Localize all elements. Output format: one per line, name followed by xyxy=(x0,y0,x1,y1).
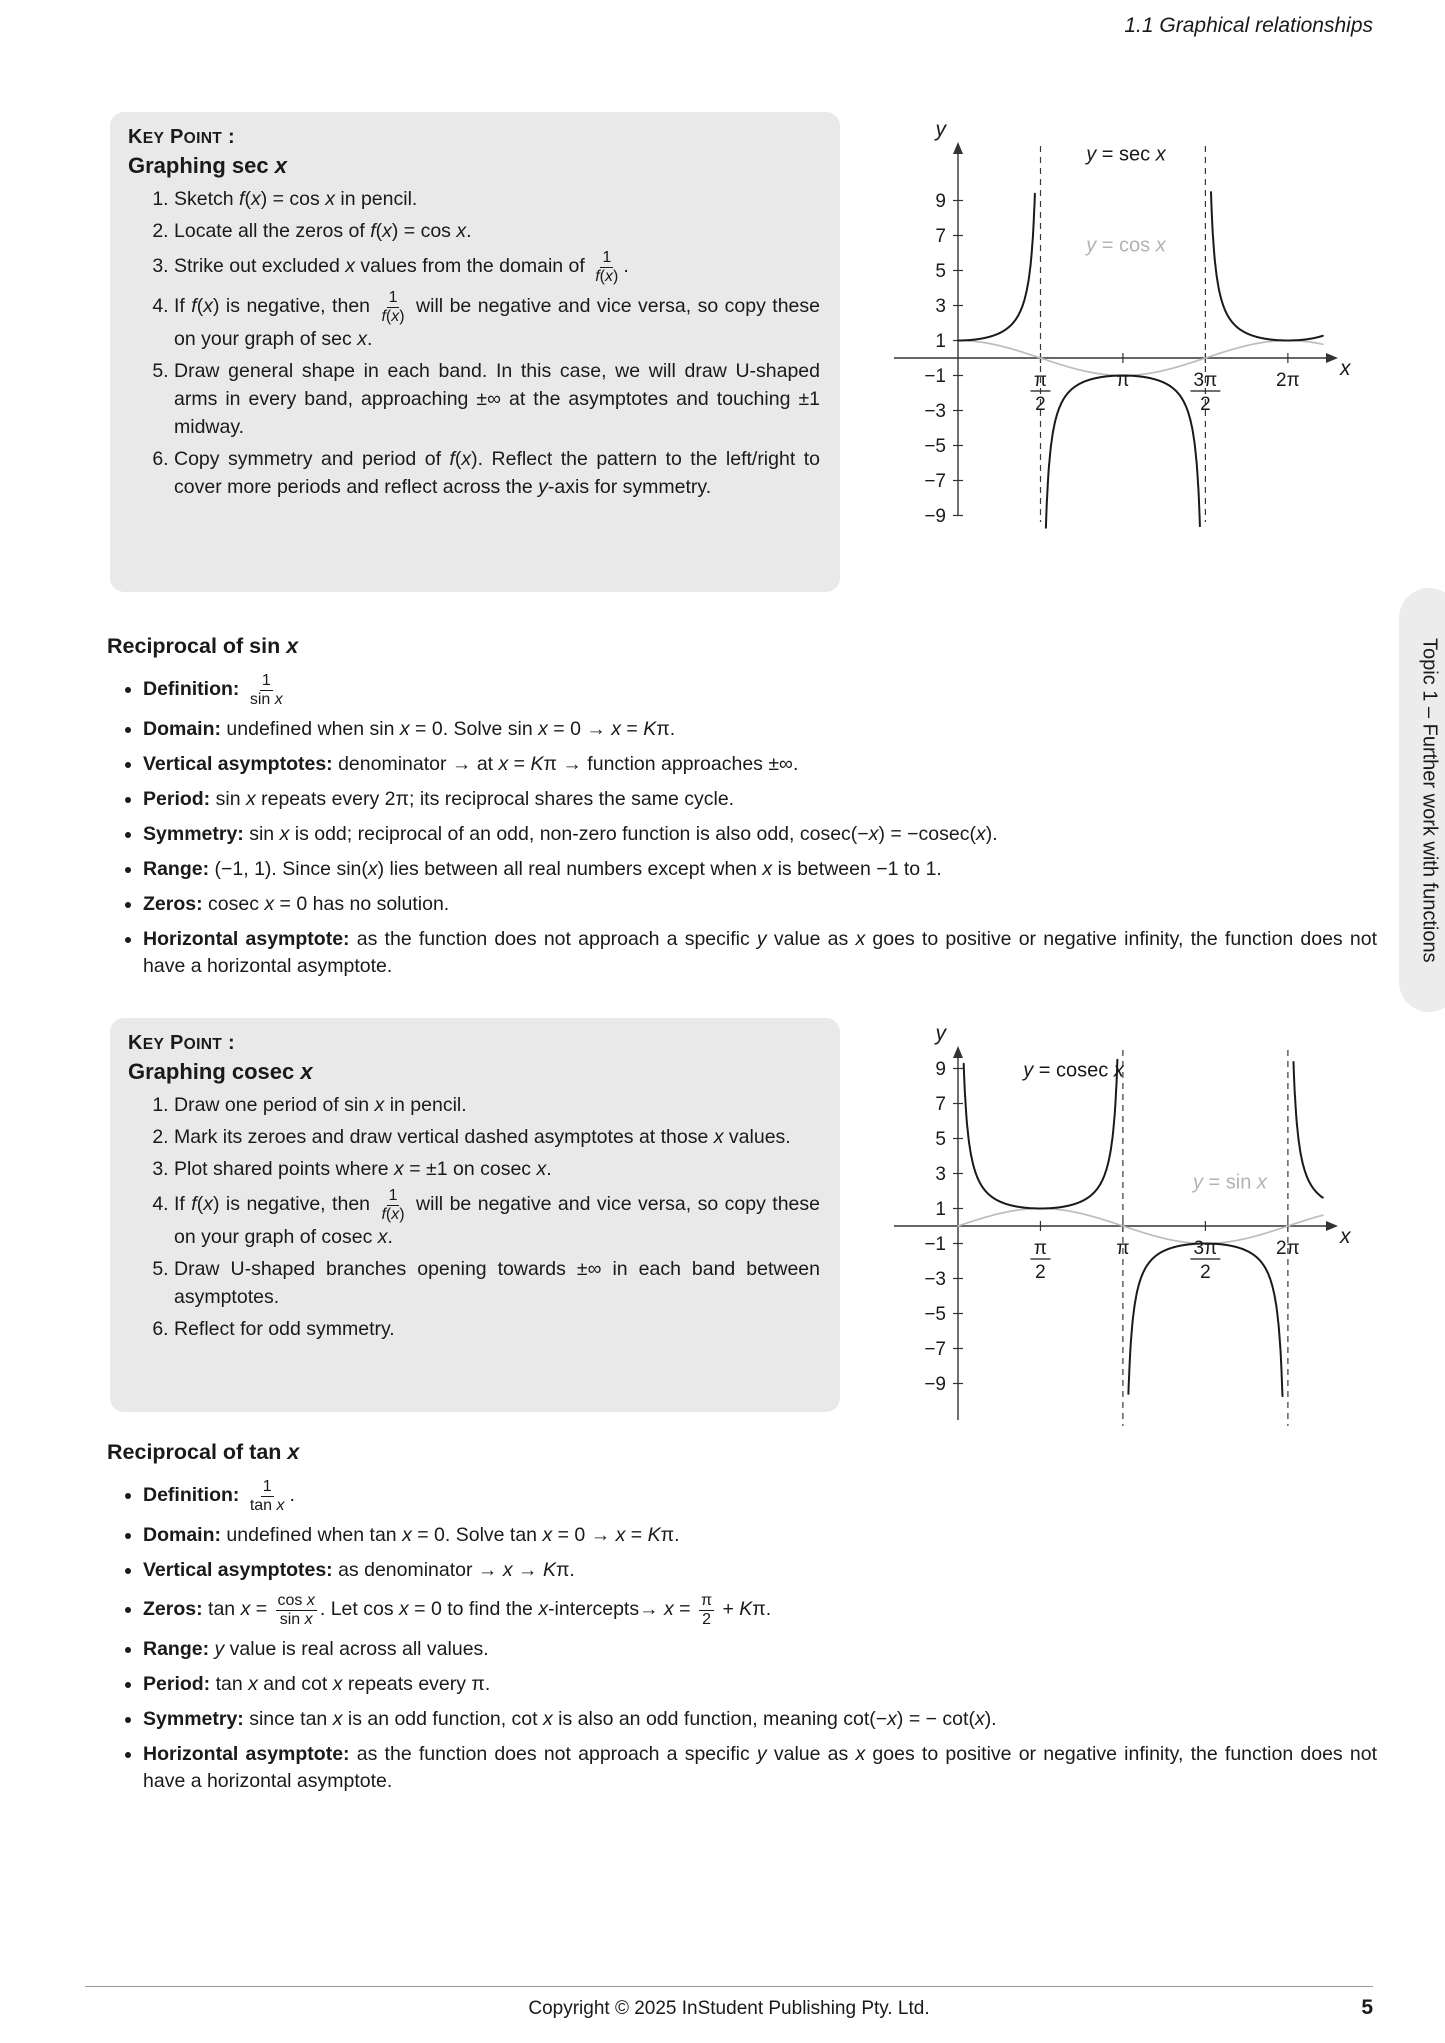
y-tick-label: 1 xyxy=(935,1199,946,1220)
reciprocal-sin-list xyxy=(107,672,1377,988)
y-tick-label: −3 xyxy=(924,401,946,422)
list-item: • Zeros: cosec x = 0 has no solution. xyxy=(143,891,1377,918)
list-item: • Vertical asymptotes: denominator → at x = Kπ → function approaches ±∞. xyxy=(143,751,1377,778)
list-item: • Domain: undefined when tan x = 0. Solve tan x = 0 → x = Kπ. xyxy=(143,1522,1377,1549)
y-tick-label: −5 xyxy=(924,436,946,457)
footer-copyright: Copyright © 2025 InStudent Publishing Pty. Ltd. xyxy=(528,1998,930,2019)
y-tick-label: −7 xyxy=(924,471,946,492)
list-item: 5. Draw U-shaped branches opening towards ±∞ in each band between asymptotes. xyxy=(174,1255,820,1311)
x-tick-label: 2 xyxy=(1200,1262,1211,1283)
footer-divider xyxy=(85,1986,1373,1987)
y-tick-label: −3 xyxy=(924,1269,946,1290)
list-item: • Period: sin x repeats every 2π; its reciprocal shares the same cycle. xyxy=(143,786,1377,813)
keypoint-steps-sec xyxy=(128,185,820,501)
list-item: • Horizontal asymptote: as the function does not approach a specific y value as x goes to positive or negative infinity, the function does not have a horizontal asymptote. xyxy=(143,926,1377,980)
list-item: • Horizontal asymptote: as the function does not approach a specific y value as x goes to positive or negative infinity, the function does not have a horizontal asymptote. xyxy=(143,1741,1377,1795)
page-header: 1.1 Graphical relationships xyxy=(1124,14,1373,37)
y-tick-label: −9 xyxy=(924,1374,946,1395)
x-tick-label: 3π xyxy=(1193,370,1218,391)
y-tick-label: 9 xyxy=(935,1059,946,1080)
keypoint-title-graphing-sec: Graphing sec x xyxy=(128,153,287,178)
list-item: • Symmetry: sin x is odd; reciprocal of an odd, non-zero function is also odd, cosec(−x) = −cosec(x). xyxy=(143,821,1377,848)
x-tick-label: 2π xyxy=(1276,1238,1300,1259)
y-axis-arrow xyxy=(953,142,963,154)
curve-label: y = sin x xyxy=(1192,1171,1267,1194)
list-item: 3. Plot shared points where x = ±1 on cosec x. xyxy=(174,1155,820,1183)
list-item: 1. Draw one period of sin x in pencil. xyxy=(174,1091,820,1119)
x-axis-label: x xyxy=(1340,1225,1351,1248)
keypoint-box-graphing-cosec xyxy=(110,1018,840,1412)
x-tick-label: π xyxy=(1033,1238,1048,1259)
list-item: • Vertical asymptotes: as denominator → x → Kπ. xyxy=(143,1557,1377,1584)
sec-x-graph xyxy=(872,118,1362,530)
x-axis-label: x xyxy=(1340,357,1351,380)
list-item: • Definition: $\frac{1}{\text{sin x}}$ xyxy=(143,672,1377,708)
y-tick-label: 3 xyxy=(935,1164,946,1185)
list-item: • Symmetry: since tan x is an odd function, cot x is also an odd function, meaning cot(−x) = − cot(x). xyxy=(143,1706,1377,1733)
y-axis-label: y xyxy=(935,1022,946,1045)
list-item: 3. Strike out excluded x values from the domain of $\frac{1}{f(x)}$ . xyxy=(174,249,820,285)
section-title-reciprocal-tan: Reciprocal of tan x xyxy=(107,1440,300,1464)
list-item: • Zeros: tan x = $\frac{\text{cos x}}{\text{sin x}}$ . Let cos x = 0 to find the x-intercepts→ x = $\frac{\pi}{2}$ + Kπ. xyxy=(143,1592,1377,1628)
list-item: • Range: (−1, 1). Since sin(x) lies between all real numbers except when x is between −1 to 1. xyxy=(143,856,1377,883)
list-item: • Domain: undefined when sin x = 0. Solve sin x = 0 → x = Kπ. xyxy=(143,716,1377,743)
list-item: 2. Locate all the zeros of f(x) = cos x. xyxy=(174,217,820,245)
list-item: 6. Copy symmetry and period of f(x). Reflect the pattern to the left/right to cover more periods and reflect across the y-axis for symmetry. xyxy=(174,445,820,501)
curve-label: y = cos x xyxy=(1086,234,1166,257)
x-tick-label: 2 xyxy=(1035,394,1046,415)
cosec-x-graph xyxy=(872,1022,1362,1434)
y-tick-label: −1 xyxy=(924,1234,946,1255)
y-tick-label: 5 xyxy=(935,1129,946,1150)
cosec-curve xyxy=(964,1060,1323,1396)
x-tick-label: 2 xyxy=(1035,1262,1046,1283)
x-tick-label: 2π xyxy=(1276,370,1300,391)
list-item: • Range: y value is real across all values. xyxy=(143,1636,1377,1663)
footer-page-number: 5 xyxy=(1361,1996,1373,2019)
y-tick-label: 1 xyxy=(935,331,946,352)
y-tick-label: −9 xyxy=(924,506,946,527)
y-tick-label: 7 xyxy=(935,226,946,247)
sidebar-topic-label: Topic 1 – Further work with functions xyxy=(1418,637,1441,963)
y-tick-label: −5 xyxy=(924,1304,946,1325)
list-item: • Definition: $\frac{1}{\text{tan x}}$ . xyxy=(143,1478,1377,1514)
list-item: 1. Sketch f(x) = cos x in pencil. xyxy=(174,185,820,213)
list-item: 4. If f(x) is negative, then $\frac{1}{f(x)}$ will be negative and vice versa, so copy these on your graph of sec x. xyxy=(174,289,820,353)
y-tick-label: 9 xyxy=(935,191,946,212)
x-tick-label: 2 xyxy=(1200,394,1211,415)
curve-label: y = cosec x xyxy=(1023,1059,1124,1082)
x-axis-arrow xyxy=(1326,1221,1338,1231)
reciprocal-tan-list xyxy=(107,1478,1377,1803)
keypoint-label: KEY POINT : xyxy=(128,1032,235,1054)
y-axis-label: y xyxy=(935,118,946,141)
list-item: 5. Draw general shape in each band. In this case, we will draw U-shaped arms in every band, approaching ±∞ at the asymptotes and touching ±1 midway. xyxy=(174,357,820,441)
keypoint-box-graphing-sec xyxy=(110,112,840,592)
keypoint-steps-cosec xyxy=(128,1091,820,1343)
list-item: • Period: tan x and cot x repeats every π. xyxy=(143,1671,1377,1698)
x-tick-label: 3π xyxy=(1193,1238,1218,1259)
x-tick-label: π xyxy=(1033,370,1048,391)
section-title-reciprocal-sin: Reciprocal of sin x xyxy=(107,634,299,658)
sidebar-topic-tab xyxy=(1399,588,1445,1012)
y-tick-label: −1 xyxy=(924,366,946,387)
x-tick-label: π xyxy=(1116,1238,1130,1259)
y-tick-label: 3 xyxy=(935,296,946,317)
y-tick-label: 5 xyxy=(935,261,946,282)
list-item: 4. If f(x) is negative, then $\frac{1}{f(x)}$ will be negative and vice versa, so copy these on your graph of cosec x. xyxy=(174,1187,820,1251)
list-item: 6. Reflect for odd symmetry. xyxy=(174,1315,820,1343)
y-tick-label: −7 xyxy=(924,1339,946,1360)
list-item: 2. Mark its zeroes and draw vertical dashed asymptotes at those x values. xyxy=(174,1123,820,1151)
x-tick-label: π xyxy=(1116,370,1130,391)
curve-label: y = sec x xyxy=(1086,143,1166,166)
keypoint-label: KEY POINT : xyxy=(128,126,235,148)
y-axis-arrow xyxy=(953,1046,963,1058)
y-tick-label: 7 xyxy=(935,1094,946,1115)
keypoint-title-graphing-cosec: Graphing cosec x xyxy=(128,1059,313,1084)
x-axis-arrow xyxy=(1326,353,1338,363)
